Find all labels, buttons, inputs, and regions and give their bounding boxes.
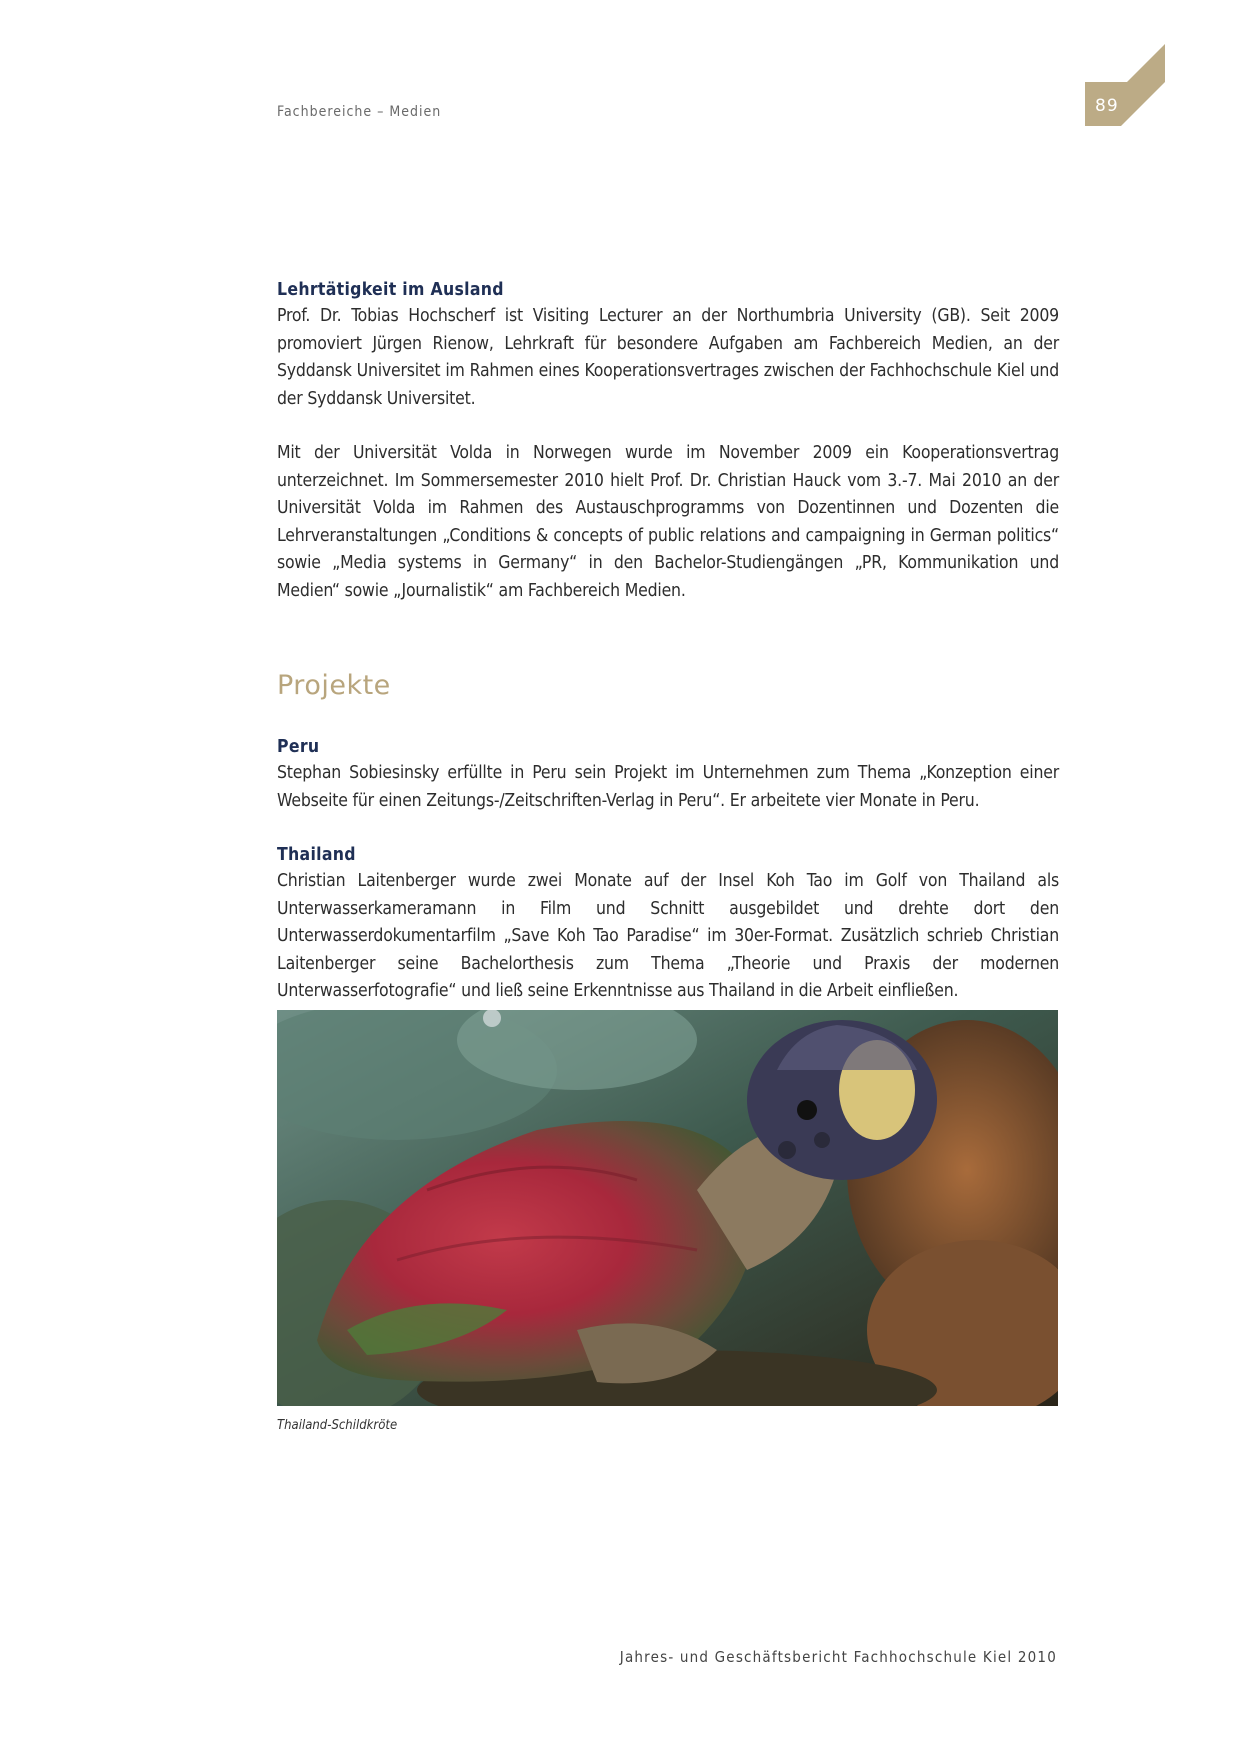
heading-thailand: Thailand: [277, 845, 356, 865]
paragraph-thailand: Christian Laitenberger wurde zwei Monate auf der Insel Koh Tao im Golf von Thailand als Unterwasserkameramann in Film und Schnitt ausgebildet und drehte dort den Unterwasserdokumentarfilm „Save Koh Tao Paradise“ im 30er-Format. Zusätzlich schrieb Christian Laitenberger seine Bachelorthesis zum Thema „Theorie und Praxis der modernen Unterwasserfotografie“ und ließ seine Erkenntnisse aus Thailand in die Arbeit einfließen.: [277, 871, 1059, 1001]
section-thailand: [277, 842, 1059, 1006]
running-header: Fachbereiche – Medien: [277, 104, 442, 120]
section-peru: [277, 734, 1059, 815]
section-ausland: [277, 277, 1059, 605]
paragraph-ausland-2: Mit der Universität Volda in Norwegen wurde im November 2009 ein Kooperationsvertrag unterzeichnet. Im Sommersemester 2010 hielt Prof. Dr. Christian Hauck vom 3.-7. Mai 2010 an der Universität Volda im Rahmen des Austauschprogramms von Dozentinnen und Dozenten die Lehrveranstaltungen „Conditions & concepts of public relations and campaigning in German politics“ sowie „Media systems in Germany“ in den Bachelor-Studiengängen „PR, Kommunikation und Medien“ sowie „Journalistik“ am Fachbereich Medien.: [277, 443, 1059, 601]
section-title-projekte: Projekte: [277, 670, 391, 701]
paragraph-ausland-1: Prof. Dr. Tobias Hochscherf ist Visiting Lecturer an der Northumbria University (GB). Seit 2009 promoviert Jürgen Rienow, Lehrkraft für besondere Aufgaben am Fachbereich Medien, an der Syddansk Universitet im Rahmen eines Kooperationsvertrages zwischen der Fachhochschule Kiel und der Syddansk Universitet.: [277, 306, 1059, 409]
paragraph-peru: Stephan Sobiesinsky erfüllte in Peru sein Projekt im Unternehmen zum Thema „Konzeption einer Webseite für einen Zeitungs-/Zeitschriften-Verlag in Peru“. Er arbeitete vier Monate in Peru.: [277, 763, 1059, 811]
photo-caption: Thailand-Schildkröte: [277, 1418, 398, 1433]
page-number: 89: [1095, 96, 1119, 116]
turtle-photo: [277, 1010, 1058, 1406]
heading-peru: Peru: [277, 737, 320, 757]
heading-lehrtaetigkeit: Lehrtätigkeit im Ausland: [277, 280, 504, 300]
footer: Jahres- und Geschäftsbericht Fachhochschule Kiel 2010: [619, 1648, 1057, 1666]
